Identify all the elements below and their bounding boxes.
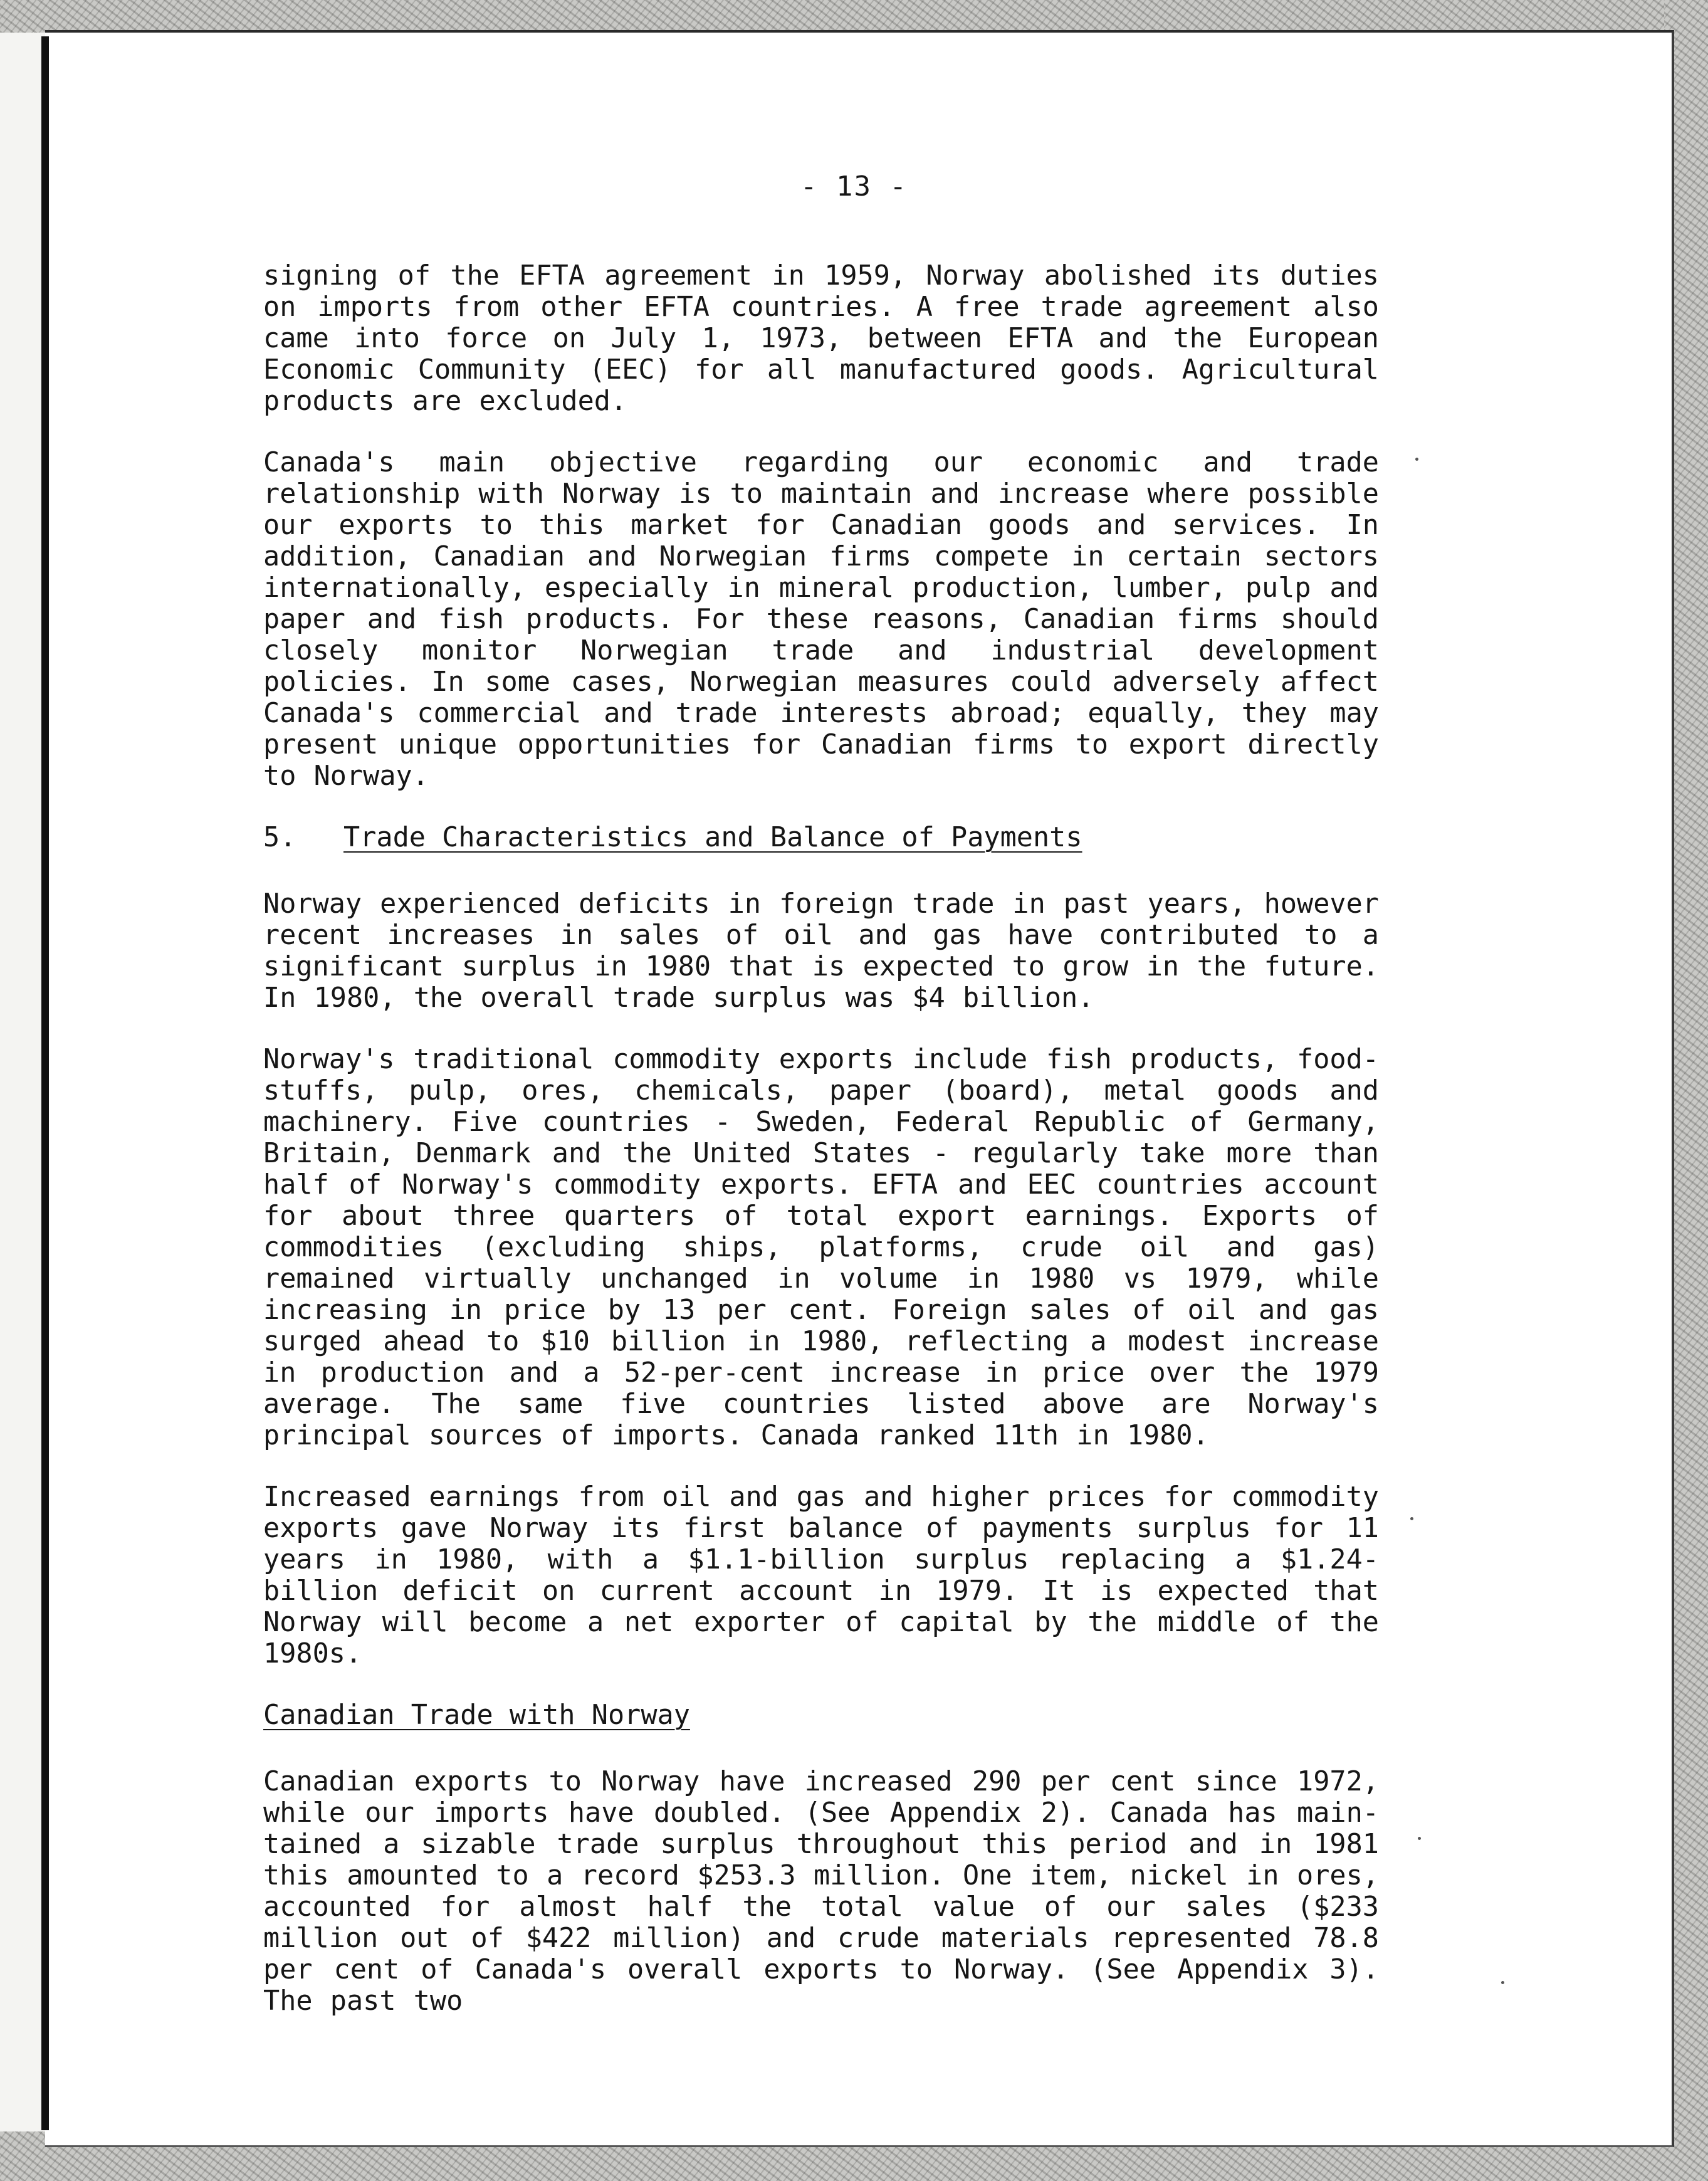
paragraph-balance-of-payments: Increased earnings from oil and gas and higher prices for commodity exports gave Norway its first balance of payments surplus for 11 years in 1980, with a $1.1-billion surplus replacing a $1.24-billion deficit on current account in 1979. It is expected that Norway will become a net exporter of capital by the middle of the 1980s.	[263, 1481, 1379, 1669]
scan-speck	[1410, 1517, 1413, 1520]
subsection-heading	[263, 1700, 1379, 1731]
paragraph-canadian-trade: Canadian exports to Norway have increased 290 per cent since 1972, while our imports have doubled. (See Appendix 2). Canada has main-tained a sizable trade surplus throughout this period and in 1981 this amounted to a record $253.3 million. One item, nickel in ores, accounted for almost half the total value of our sales ($233 million out of $422 million) and crude materials represented 78.8 per cent of Canada's overall exports to Norway. (See Appendix 3). The past two	[263, 1766, 1379, 2017]
scan-edge-top	[0, 0, 1708, 33]
section-heading-5	[263, 822, 1379, 853]
scan-speck	[1418, 1837, 1421, 1840]
paragraph-canada-objective: Canada's main objective regarding our economic and trade relationship with Norway is to maintain and increase where possible our exports to this market for Canadian goods and services. In addition, Canadian and Norwegian firms compete in certain sectors internationally, especially in mineral production, lumber, pulp and paper and fish products. For these reasons, Canadian firms should closely monitor Norwegian trade and industrial development policies. In some cases, Norwegian measures could adversely affect Canada's commercial and trade interests abroad; equally, they may present unique opportunities for Canadian firms to export directly to Norway.	[263, 447, 1379, 792]
binding-edge	[41, 36, 49, 2130]
section-number: 5.	[263, 822, 296, 853]
document-body	[263, 260, 1379, 2047]
scan-speck	[1501, 1981, 1504, 1984]
page-number: - 13 -	[800, 171, 908, 202]
paragraph-commodity-exports: Norway's traditional commodity exports include fish products, food-stuffs, pulp, ores, chemicals, paper (board), metal goods and machinery. Five countries - Sweden, Federal Republic of Germany, Britain, Denmark and the United States - regularly take more than half of Norway's commodity exports. EFTA and EEC countries account for about three quarters of total export earnings. Exports of commodities (excluding ships, platforms, crude oil and gas) remained virtually unchanged in volume in 1980 vs 1979, while increasing in price by 13 per cent. Foreign sales of oil and gas surged ahead to $10 billion in 1980, reflecting a modest increase in production and a 52-per-cent increase in price over the 1979 average. The same five countries listed above are Norway's principal sources of imports. Canada ranked 11th in 1980.	[263, 1044, 1379, 1451]
scan-speck	[1415, 458, 1418, 461]
subsection-title: Canadian Trade with Norway	[263, 1700, 690, 1731]
section-title: Trade Characteristics and Balance of Payments	[343, 822, 1082, 853]
paragraph-trade-deficits: Norway experienced deficits in foreign trade in past years, however recent increases in sales of oil and gas have contributed to a significant surplus in 1980 that is expected to grow in the future. In 1980, the overall trade surplus was $4 billion.	[263, 888, 1379, 1014]
paragraph-efta: signing of the EFTA agreement in 1959, Norway abolished its duties on imports from other EFTA countries. A free trade agreement also came into force on July 1, 1973, between EFTA and the European Economic Community (EEC) for all manufactured goods. Agricultural products are excluded.	[263, 260, 1379, 417]
